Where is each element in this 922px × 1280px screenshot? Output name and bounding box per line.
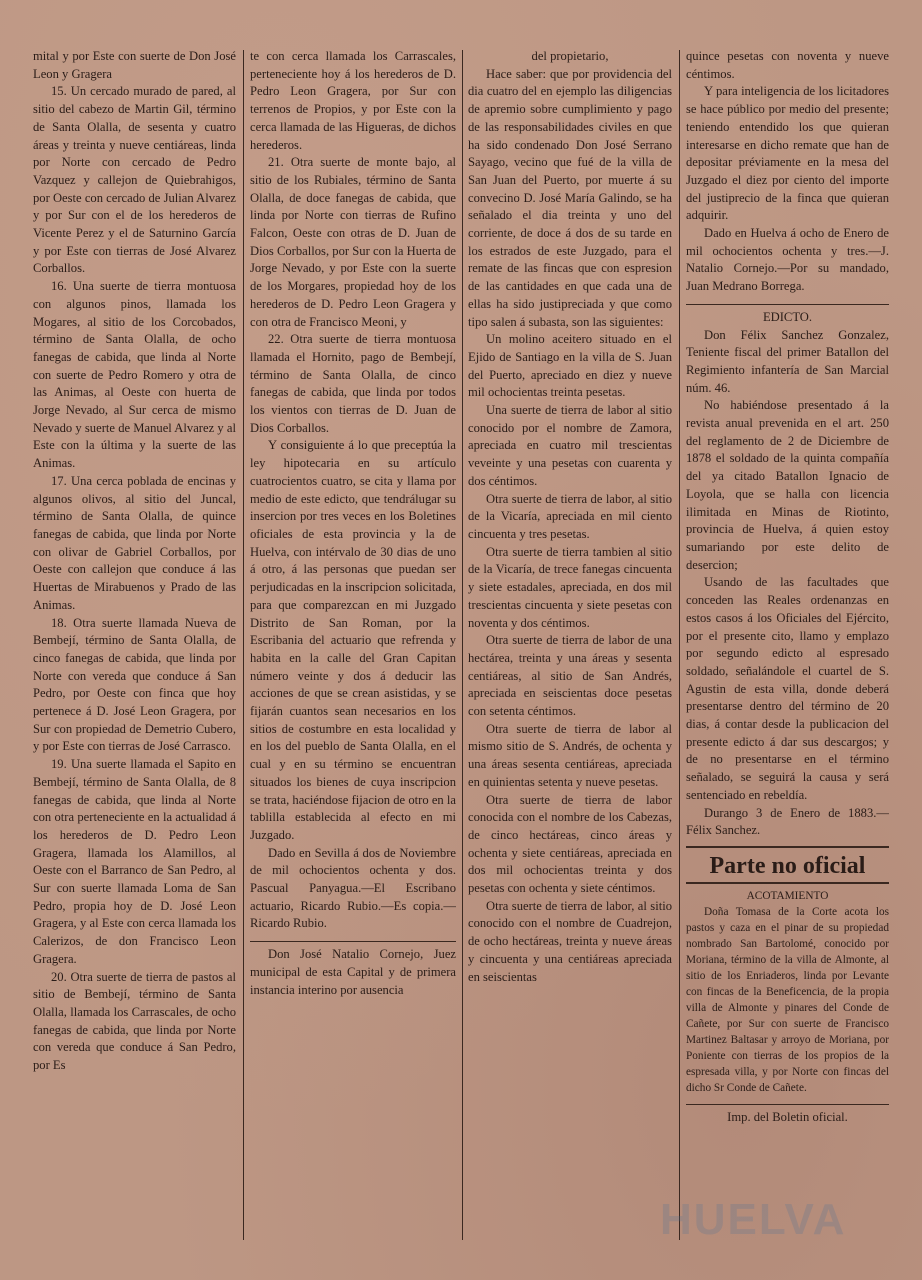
paragraph: mital y por Este con suerte de Don José Leon y Gragera (33, 49, 236, 81)
edicto-body: Usando de las facultades que conceden las Reales ordenanzas en estos casos á los Oficiales del Ejército, por el presente cito, llamo y emplazo por segundo edicto al espresado soldado, señalándole el cuartel de S. Agustin de esta villa, donde deberá presentarse dentro del término de 20 dias, á contar desde la publicacion del presente edicto á dar sus descargos; y de no presentarse en el término señalado, se seguirá la causa y será sentenciado en rebeldía. (686, 575, 889, 802)
paragraph: Otra suerte de tierra de labor, al sitio conocido con el nombre de Cuadrejon, de ocho hectáreas, treinta y nueve áreas y cincuenta y una centiáreas apreciada en seiscientas (468, 898, 672, 984)
paragraph: 19. Una suerte llamada el Sapito en Bembejí, término de Santa Olalla, de 8 fanegas de cabida, que linda al Norte con otra perteneciente en la actualidad á los herederos de D. Pedro Leon Gragera, llamada los Alamillos, al Oeste con el Barranco de San Pedro, al Sur con suerte llamada Loma de San Pedro, propia hoy de D. José Leon Gragera, y al Este con cerca llamada los Calerizos, de don Francisco Leon Gragera. (33, 757, 236, 966)
divider (686, 304, 889, 305)
parte-no-oficial-heading: Parte no oficial (686, 846, 889, 884)
paragraph: del propietario, (531, 49, 609, 63)
acotamiento-subheading: ACOTAMIENTO (746, 889, 829, 902)
paragraph: Y para inteligencia de los licitadores se hace público por medio del presente; teniendo entendido los que quieran interesarse en dicho remate que han de depositar préviamente en la mesa del Juzgado el diez por ciento del importe del justiprecio de la finca que quieran adquirir. (686, 84, 889, 223)
imprint: Imp. del Boletin oficial. (727, 1109, 848, 1124)
paragraph: Otra suerte de tierra de labor, al sitio de la Vicaría, apreciada en mil ciento cincuenta y tres pesetas. (468, 491, 672, 541)
paragraph: Y consiguiente á lo que preceptúa la ley hipotecaria en su artículo cuatrocientos cuatro, se cita y llama por medio de este edicto, que tendrálugar su insercion por tres veces en los Boletines oficiales de esta provincia y la de Huelva, con intérvalo de 30 dias de uno á otro, á las personas que puedan ser perjudicadas en la inscripcion solicitada, para que comparezcan en mi Juzgado Distrito de San Roman, por la Escribania del actuario que refrenda y habita en la calle del Gran Capitan número veinte y dos á deducir las acciones de que se crean asistidas, y se fijarán cuantos sean necesarios en los sitios de costumbre en esta localidad y en los del pueblo de Santa Olalla, en el cual y en su término se encuentran situados los bienes de cuya inscripcion se trata, haciéndose fijacion de otro en la tablilla establecida al efecto en mi Juzgado. (250, 438, 456, 842)
paragraph: 15. Un cercado murado de pared, al sitio del cabezo de Martin Gil, término de Santa Olalla, de sesenta y cuatro áreas y treinta y nueve centiáreas, linda por Norte con cercado de Pedro Vazquez y callejon de Quiebrahigos, por Oeste con cercado de Julian Alvarez y por Sur con el de los herederos de Vicente Perez y el de Saturnino García y por Este con tierras de José Alvarez Corballos. (33, 84, 236, 276)
column-2 (250, 48, 456, 1238)
paragraph: 17. Una cerca poblada de encinas y algunos olivos, al sitio del Juncal, término de Santa Olalla, de quince fanegas de cabida, que linda por Norte con olivar de Gabriel Corballos, por Oeste con callejon que conduce á las Huertas de Mirabuenos y Prado de las Animas. (33, 473, 236, 612)
paragraph: Don José Natalio Cornejo, Juez municipal de esta Capital y de primera instancia interino por ausencia (250, 947, 456, 997)
column-1 (33, 48, 236, 1238)
paragraph: 21. Otra suerte de monte bajo, al sitio de los Rubiales, término de Santa Olalla, de doce fanegas de cabida, que linda por Norte con tierras de Rufino Falcon, Oeste con otras de D. Juan de Dios Corballos, por Sur con la Huerta de Jorge Nevado, y por Este con la suerte de los Morgares, propiedad hoy de los herederos de D. Pedro Leon Gragera y con otra de Francisco Meoni, y (250, 155, 456, 329)
paragraph: Dado en Huelva á ocho de Enero de mil ochocientos ochenta y tres.—J. Natalio Cornejo.—Por su mandado, Juan Medrano Borrega. (686, 226, 889, 294)
paragraph: quince pesetas con noventa y nueve céntimos. (686, 49, 889, 81)
column-rule (462, 50, 463, 1240)
column-4 (686, 48, 889, 1238)
edicto-closing: Durango 3 de Enero de 1883.—Félix Sanchez. (686, 805, 889, 838)
paragraph: Un molino aceitero situado en el Ejido de Santiago en la villa de S. Juan del Puerto, apreciado en diez y nueve mil ochocientas treinta pesetas. (468, 332, 672, 400)
divider (250, 941, 456, 942)
paragraph: Otra suerte de tierra de labor de una hectárea, treinta y una áreas y sesenta centiáreas, al sitio de San Andrés, apreciada en seiscientas doce pesetas con setenta céntimos. (468, 633, 672, 719)
paragraph: Una suerte de tierra de labor al sitio conocido por el nombre de Zamora, apreciada en cuatro mil trescientas veveinte y una pesetas con cuarenta y dos céntimos. (468, 403, 672, 488)
column-rule (243, 50, 244, 1240)
paragraph: Dado en Sevilla á dos de Noviembre de mil ochocientos ochenta y dos. Pascual Panyagua.—El Escribano actuario, Ricardo Rubio.—Es copia.—Ricardo Rubio. (250, 845, 456, 931)
paragraph: 18. Otra suerte llamada Nueva de Bembejí, término de Santa Olalla, de cinco fanegas de cabida, que linda por Norte con vereda que conduce á San Pedro, por Oeste con finca que hoy pertenece á D. José Leon Gragera, por Sur con propiedad de Demetrio Cubero, y por Este con tierras de José Carrasco. (33, 615, 236, 754)
watermark-logo: HUELVA (660, 1195, 847, 1244)
column-3 (468, 48, 672, 1238)
paragraph: 22. Otra suerte de tierra montuosa llamada el Hornito, pago de Bembejí, término de Santa Olalla, de cinco fanegas de cabida, que linda por todos los vientos con tierras de D. Juan de Dios Corballos. (250, 332, 456, 435)
paragraph: Otra suerte de tierra de labor conocida con el nombre de los Cabezas, de cinco hectáreas, cinco áreas y ochenta y siete centiáreas, apreciada en dos mil ochocientas treinta y dos pesetas con ochenta y siete céntimos. (468, 792, 672, 896)
edicto-body: No habiéndose presentado á la revista anual prevenida en el art. 250 del reglamento de 2 de Diciembre de 1878 el soldado de la quinta compañía del ya citado Batallon Ignacio de Loyola, que se halla con licencia ilimitada en Minas de Riotinto, provincia de Huelva, á quien estoy sumariando por este delito de desercion; (686, 398, 889, 572)
edicto-header: Don Félix Sanchez Gonzalez, Teniente fiscal del primer Batallon del Regimiento infantería de San Marcial núm. 46. (686, 327, 889, 395)
paragraph: Otra suerte de tierra de labor al mismo sitio de S. Andrés, de ochenta y una áreas sesenta centiáreas, apreciada en quinientas setenta y nueve pesetas. (468, 721, 672, 789)
paragraph: 20. Otra suerte de tierra de pastos al sitio de Bembejí, término de Santa Olalla, llamada los Carrascales, de ocho fanegas de cabida, que linda por Norte con vereda que conduce á San Pedro, por Es (33, 969, 236, 1073)
edicto-title: EDICTO. (762, 309, 813, 324)
paragraph: Otra suerte de tierra tambien al sitio de la Vicaría, de trece fanegas cincuenta y siete estadales, apreciada, en dos mil trescientas cincuenta y siete pesetas con noventa y dos céntimos. (468, 544, 672, 630)
column-rule (679, 50, 680, 1240)
paragraph: te con cerca llamada los Carrascales, perteneciente hoy á los herederos de D. Pedro Leon Gragera, por Sur con terrenos de Propios, y por Este con la cerca llamada de las Higueras, de dichos herederos. (250, 49, 456, 152)
divider (686, 1104, 889, 1105)
paragraph: 16. Una suerte de tierra montuosa con algunos pinos, llamada los Mogares, al sitio de los Corcobados, término de Santa Olalla, de ocho fanegas de cabida, que linda al Norte con suerte de Pedro Romero y otra de las Animas, al Oeste con huerta de Jorge Nevado, al Sur cerca de mismo Nevado y suerte de Manuel Alvarez y al Este con la última y la suerte de las Animas. (33, 279, 236, 471)
acotamiento-body: Doña Tomasa de la Corte acota los pastos y caza en el pinar de su propiedad nombrado San Bartolomé, conocido por Moriana, término de la villa de Almonte, al sitio de los Enriaderos, linda por Levante con fincas de la Beneficencia, de la propia villa de Almonte y pinares del Conde de Cañete, por Sur con suerte de Francisco Martinez Baltasar y arroyo de Moriana, por Poniente con tierras de los propios de la espresada villa, y por Norte con fincas del dicho Sr Conde de Cañete. (686, 905, 889, 1094)
paragraph: Hace saber: que por providencia del dia cuatro del en ejemplo las diligencias de apremio sobre cumplimiento y pago de las responsabilidades civiles en que ha sido condenado Don José Serrano Sayago, vecino que fué de la villa de San Juan del Puerto, por muerte á su convecino D. José María Galindo, se ha señalado el dia treinta y uno del corriente, de doce á dos de su tarde en los estrados de este Juzgado, para el remate de las fincas que con espresion de las cantidades en que cada una de ellas ha sido justipreciada y que como tipo salen á subasta, son las siguientes: (468, 66, 672, 329)
